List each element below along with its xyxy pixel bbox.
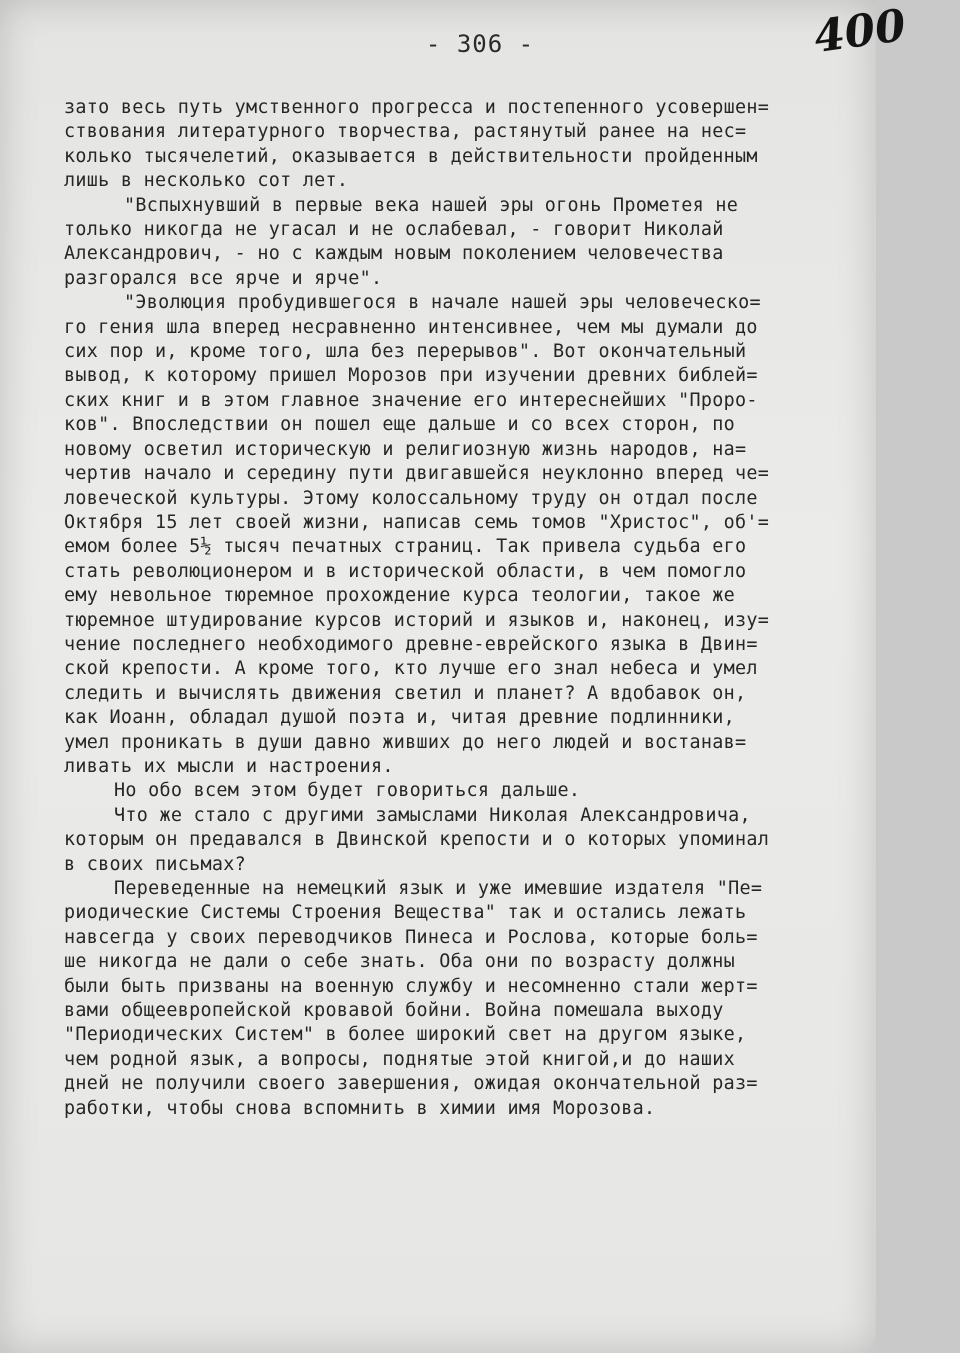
- text-line: только никогда не угасал и не ослабевал, - говорит Николай: [64, 219, 724, 241]
- text-line: навсегда у своих переводчиков Пинеса и Рослова, которые боль=: [64, 926, 758, 948]
- text-line: которым он предавался в Двинской крепости и о которых упоминал: [64, 829, 770, 851]
- text-line: умел проникать в души давно живших до него людей и востанав=: [64, 731, 747, 753]
- text-line: Александрович, - но с каждым новым поколением человечества: [64, 243, 724, 265]
- text-line: работки, чтобы снова вспомнить в химии имя Морозова.: [64, 1097, 656, 1119]
- text-line: чертив начало и середину пути двигавшейся неуклонно вперед че=: [64, 463, 770, 485]
- text-line: ской крепости. А кроме того, кто лучше его знал небеса и умел: [64, 658, 758, 680]
- text-line: Что же стало с другими замыслами Николая Александровича,: [114, 804, 751, 826]
- text-line: были быть призваны на военную службу и несомненно стали жерт=: [64, 975, 758, 997]
- text-line: чение последнего необходимого древне-еврейского языка в Двин=: [64, 633, 758, 655]
- text-line: риодические Системы Строения Вещества" так и остались лежать: [64, 902, 747, 924]
- text-line: вами общеевропейской кровавой бойни. Война помешала выходу: [64, 1000, 724, 1022]
- text-line: дней не получили своего завершения, ожидая окончательной раз=: [64, 1073, 758, 1095]
- text-line: емом более 5½ тысяч печатных страниц. Так привела судьба его: [64, 536, 747, 558]
- text-line: новому осветил историческую и религиозную жизнь народов, на=: [64, 438, 747, 460]
- text-line: ловеческой культуры. Этому колоссальному труду он отдал после: [64, 487, 758, 509]
- text-line: ствования литературного творчества, растянутый ранее на нес=: [64, 121, 747, 143]
- text-line: стать революционером и в исторической области, в чем помогло: [64, 560, 747, 582]
- text-line: вывод, к которому пришел Морозов при изучении древних библей=: [64, 365, 758, 387]
- text-line: Переведенные на немецкий язык и уже имевшие издателя "Пе=: [114, 878, 763, 899]
- body-text: [64, 96, 870, 1121]
- text-line: чем родной язык, а вопросы, поднятые этой книгой,и до наших: [64, 1048, 735, 1070]
- text-line: ков". Впоследствии он пошел еще дальше и со всех сторон, по: [64, 414, 735, 436]
- text-line: ливать их мысли и настроения.: [64, 755, 394, 777]
- text-line: ему невольное тюремное прохождение курса теологии, такое же: [64, 585, 735, 607]
- text-line: в своих письмах?: [64, 853, 246, 875]
- text-line: ше никогда не дали о себе знать. Оба они по возрасту должны: [64, 951, 735, 973]
- text-line: как Иоанн, обладал душой поэта и, читая древние подлинники,: [64, 707, 735, 729]
- text-line: разгорался все ярче и ярче".: [64, 267, 383, 289]
- text-line: сих пор и, кроме того, шла без перерывов". Вот окончательный: [64, 341, 747, 363]
- text-line: лишь в несколько сот лет.: [64, 170, 349, 192]
- text-line: "Периодических Систем" в более широкий свет на другом языке,: [64, 1024, 747, 1046]
- text-line: го гения шла вперед несравненно интенсивнее, чем мы думали до: [64, 316, 758, 338]
- text-line: ских книг и в этом главное значение его интереснейших "Проро-: [64, 389, 758, 411]
- text-line: "Вспыхнувший в первые века нашей эры огонь Прометея не: [124, 194, 739, 216]
- text-line: тюремное штудирование курсов историй и языков и, наконец, изу=: [64, 609, 770, 631]
- page-number: - 306 -: [425, 30, 535, 58]
- text-line: следить и вычислять движения светил и планет? А вдобавок он,: [64, 682, 747, 704]
- handwritten-archive-number: 400: [810, 0, 909, 64]
- text-line: колько тысячелетий, оказывается в действительности пройденным: [64, 145, 758, 167]
- text-line: Но обо всем этом будет говориться дальше.: [114, 780, 581, 802]
- text-line: Октября 15 лет своей жизни, написав семь томов "Христос", об'=: [64, 511, 770, 533]
- text-line: "Эволюция пробудившегося в начале нашей эры человеческо=: [124, 292, 761, 314]
- text-line: зато весь путь умственного прогресса и постепенного усовершен=: [64, 97, 770, 118]
